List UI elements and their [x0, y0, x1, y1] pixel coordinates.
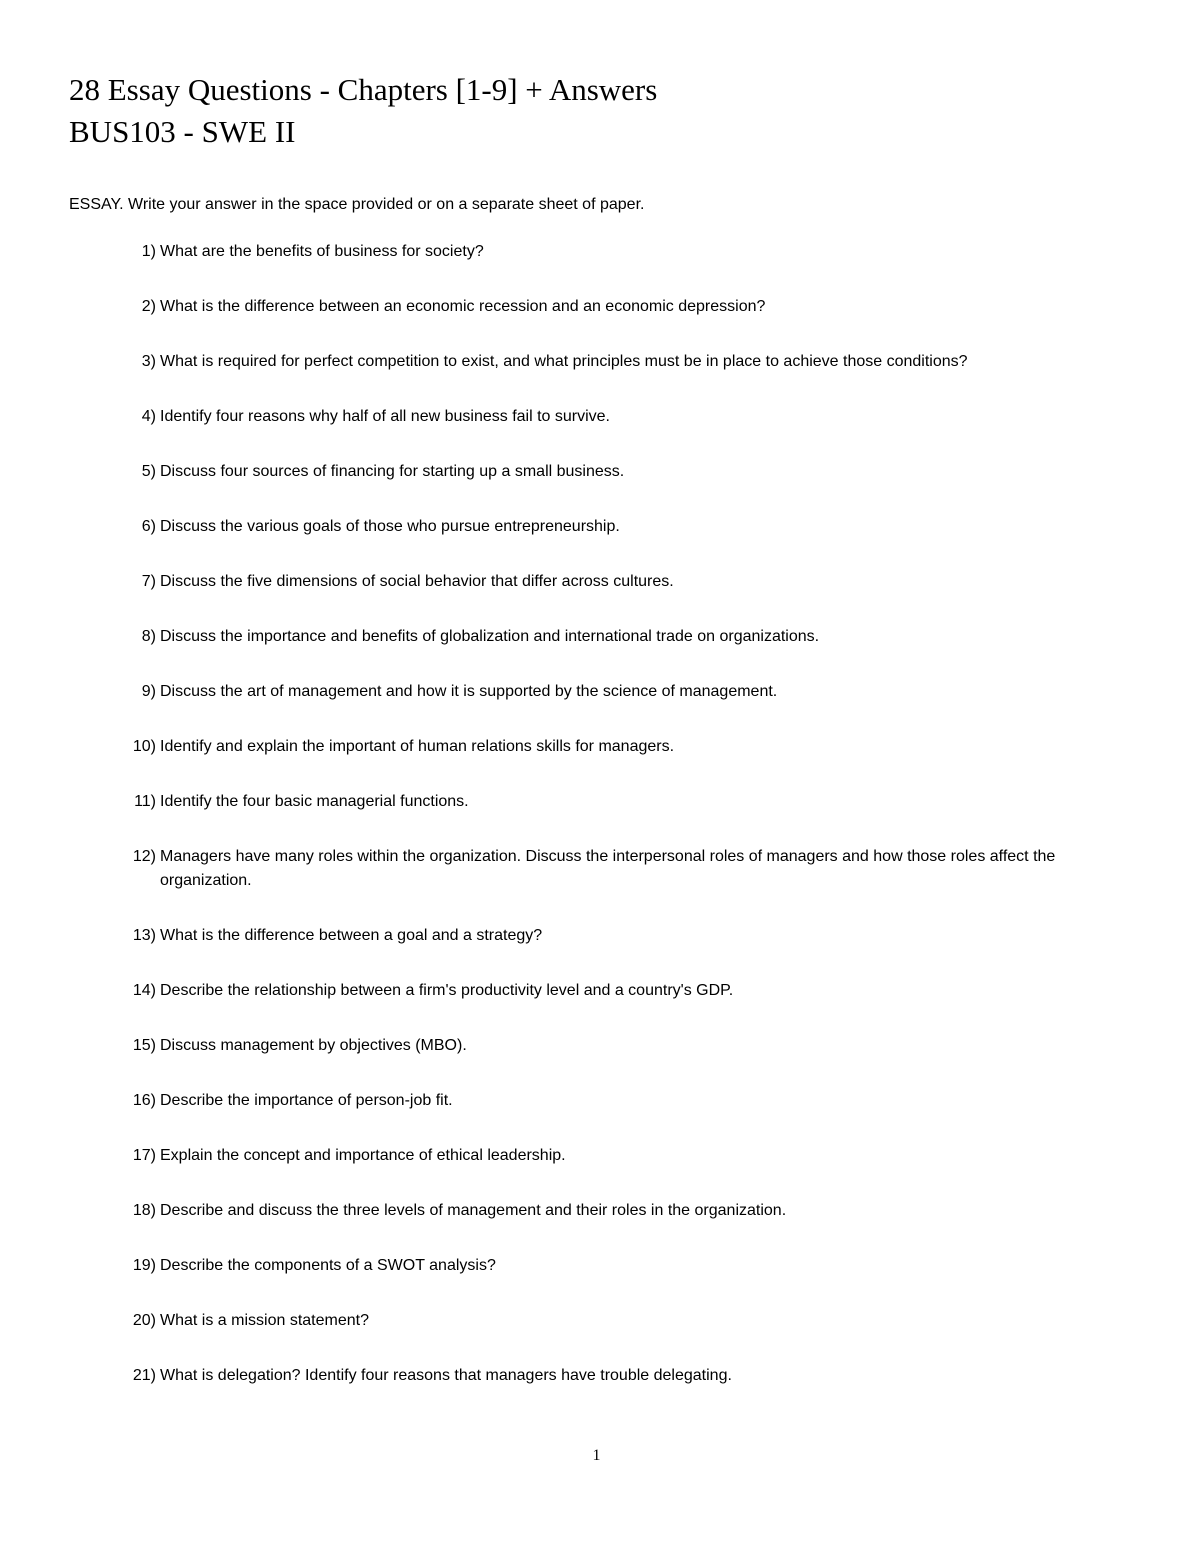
- question-item: [100, 570, 1140, 594]
- question-text: What is a mission statement?: [160, 1312, 369, 1329]
- question-item: [100, 1199, 1140, 1223]
- question-number: 8): [141, 628, 156, 645]
- question-text: Discuss the importance and benefits of globalization and international trade on organizations.: [160, 628, 820, 645]
- question-item: [100, 979, 1140, 1003]
- question-text: What are the benefits of business for society?: [160, 243, 484, 260]
- question-text: What is the difference between a goal and a strategy?: [160, 927, 543, 944]
- question-text: Describe and discuss the three levels of management and their roles in the organization.: [160, 1202, 787, 1219]
- question-item: [100, 295, 1140, 319]
- question-item: [100, 735, 1140, 759]
- question-text: What is delegation? Identify four reasons that managers have trouble delegating.: [160, 1367, 732, 1384]
- document-title: 28 Essay Questions - Chapters [1-9] + Answers: [69, 72, 658, 107]
- question-number: 4): [141, 408, 156, 425]
- question-text: What is required for perfect competition to exist, and what principles must be in place to achieve those conditions?: [160, 353, 968, 370]
- question-item: [100, 680, 1140, 704]
- question-number: 7): [141, 573, 156, 590]
- question-item: [100, 1089, 1140, 1113]
- question-item: [100, 1364, 1140, 1388]
- question-item: [100, 350, 1140, 374]
- question-item: [100, 1034, 1140, 1058]
- question-text: Identify four reasons why half of all new business fail to survive.: [160, 408, 610, 425]
- question-text: Describe the relationship between a firm's productivity level and a country's GDP.: [160, 982, 734, 999]
- question-text: Discuss the art of management and how it is supported by the science of management.: [160, 683, 778, 700]
- question-item: [100, 1144, 1140, 1168]
- question-number: 20): [132, 1312, 156, 1329]
- question-text: Discuss management by objectives (MBO).: [160, 1037, 467, 1054]
- question-number: 11): [134, 793, 156, 810]
- question-number: 10): [132, 738, 156, 755]
- essay-instructions: ESSAY. Write your answer in the space provided or on a separate sheet of paper.: [69, 196, 645, 213]
- question-text: Discuss the five dimensions of social behavior that differ across cultures.: [160, 573, 674, 590]
- question-text: Describe the components of a SWOT analysis?: [160, 1257, 496, 1274]
- question-number: 3): [141, 353, 156, 370]
- question-text: Managers have many roles within the organization. Discuss the interpersonal roles of managers and how those roles affect the organization.: [160, 848, 1056, 889]
- question-number: 12): [132, 848, 156, 865]
- question-number: 15): [132, 1037, 156, 1054]
- question-text: Identify the four basic managerial functions.: [160, 793, 469, 810]
- question-number: 13): [132, 927, 156, 944]
- question-number: 18): [132, 1202, 156, 1219]
- question-number: 5): [141, 463, 156, 480]
- course-code: BUS103 - SWE II: [69, 114, 296, 149]
- question-item: [100, 1309, 1140, 1333]
- question-item: [100, 924, 1140, 948]
- question-number: 19): [132, 1257, 156, 1274]
- question-list: [100, 240, 1140, 1419]
- question-text: Discuss four sources of financing for starting up a small business.: [160, 463, 625, 480]
- question-number: 6): [141, 518, 156, 535]
- question-number: 14): [132, 982, 156, 999]
- question-text: Describe the importance of person-job fit.: [160, 1092, 453, 1109]
- question-number: 21): [132, 1367, 156, 1384]
- question-text: Explain the concept and importance of ethical leadership.: [160, 1147, 566, 1164]
- question-text: Identify and explain the important of human relations skills for managers.: [160, 738, 675, 755]
- question-item: [100, 1254, 1140, 1278]
- question-number: 9): [141, 683, 156, 700]
- question-text: Discuss the various goals of those who pursue entrepreneurship.: [160, 518, 620, 535]
- question-item: [100, 460, 1140, 484]
- question-item: [100, 515, 1140, 539]
- question-item: [100, 790, 1140, 814]
- question-item: [100, 240, 1140, 264]
- question-number: 16): [132, 1092, 156, 1109]
- page-number: 1: [592, 1447, 601, 1464]
- question-item: [100, 405, 1140, 429]
- question-number: 1): [141, 243, 156, 260]
- question-item: [100, 625, 1140, 649]
- question-item: [100, 845, 1140, 893]
- question-text: What is the difference between an economic recession and an economic depression?: [160, 298, 766, 315]
- question-number: 2): [141, 298, 156, 315]
- question-number: 17): [132, 1147, 156, 1164]
